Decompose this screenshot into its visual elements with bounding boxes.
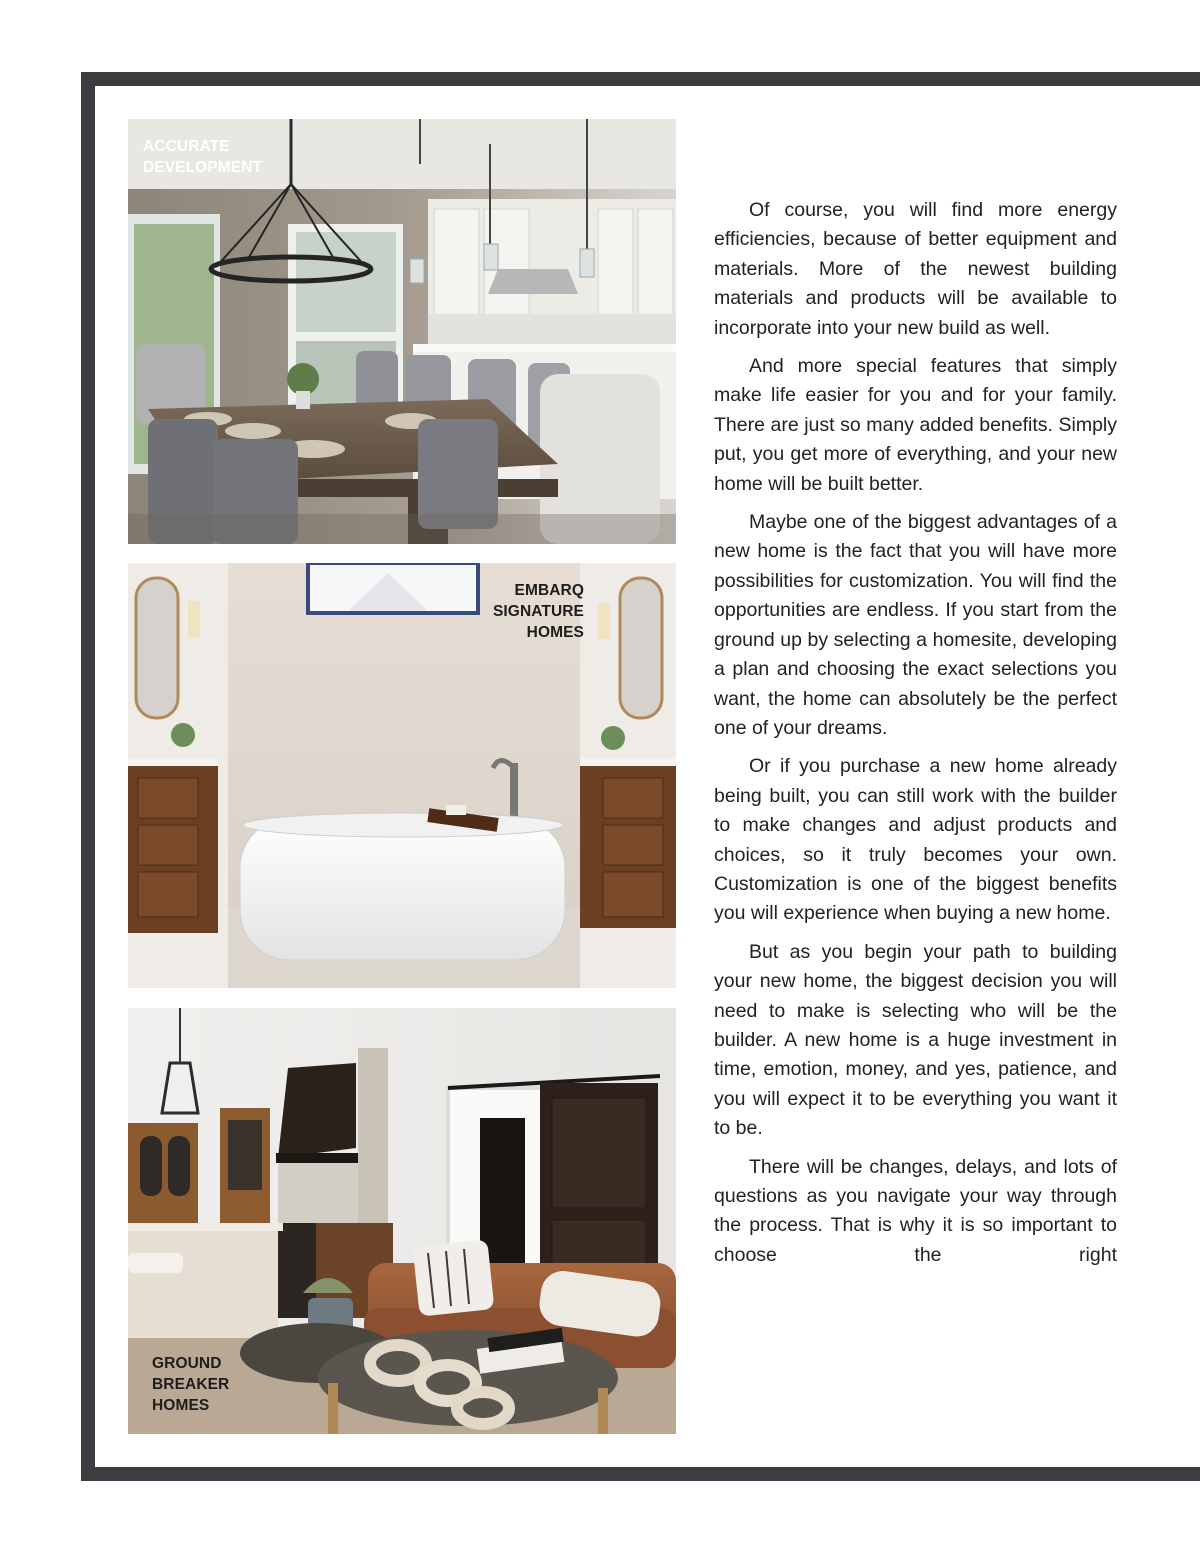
living-room-photo [128,1008,676,1434]
kitchen-dining-photo [128,119,676,544]
article-body [714,196,1117,1279]
article-paragraph: Of course, you will find more energy efficiencies, because of better equipment and materials. More of the newest building materials and products will be available to incorporate into your new build as well. [714,199,1117,339]
bathroom-illustration [128,563,676,988]
kitchen-dining-illustration [128,119,676,544]
article-paragraph: And more special features that simply make life easier for you and for your family. There are just so many added benefits. Simply put, you get more of everything, and your new home will be built better. [714,355,1117,495]
article-paragraph: There will be changes, delays, and lots of questions as you navigate your way through the process. That is why it is so important to choose the right [714,1155,1117,1266]
article-paragraph: But as you begin your path to building your new home, the biggest decision you will need to make is selecting who will be the builder. A new home is a huge investment in time, emotion, money, and yes, patience, and you will expect it to be everything you want it to be. [714,940,1117,1140]
photo-credit: GROUND BREAKER HOMES [152,1355,230,1414]
article-paragraph: Maybe one of the biggest advantages of a new home is the fact that you will have more possibilities for customization. You will find the opportunities are endless. If you start from the ground up by selecting a homesite, developing a plan and choosing the exact selections you want, the home can absolutely be the perfect one of your dreams. [714,511,1117,739]
photo-credit: ACCURATE DEVELOPMENT [143,138,263,176]
bathroom-photo [128,563,676,988]
article-paragraph: Or if you purchase a new home already being built, you can still work with the builder to make changes and adjust products and choices, so it truly becomes your own. Customization is one of the biggest benefits you will experience when buying a new home. [714,755,1117,925]
photo-credit: EMBARQ SIGNATURE HOMES [492,582,584,641]
